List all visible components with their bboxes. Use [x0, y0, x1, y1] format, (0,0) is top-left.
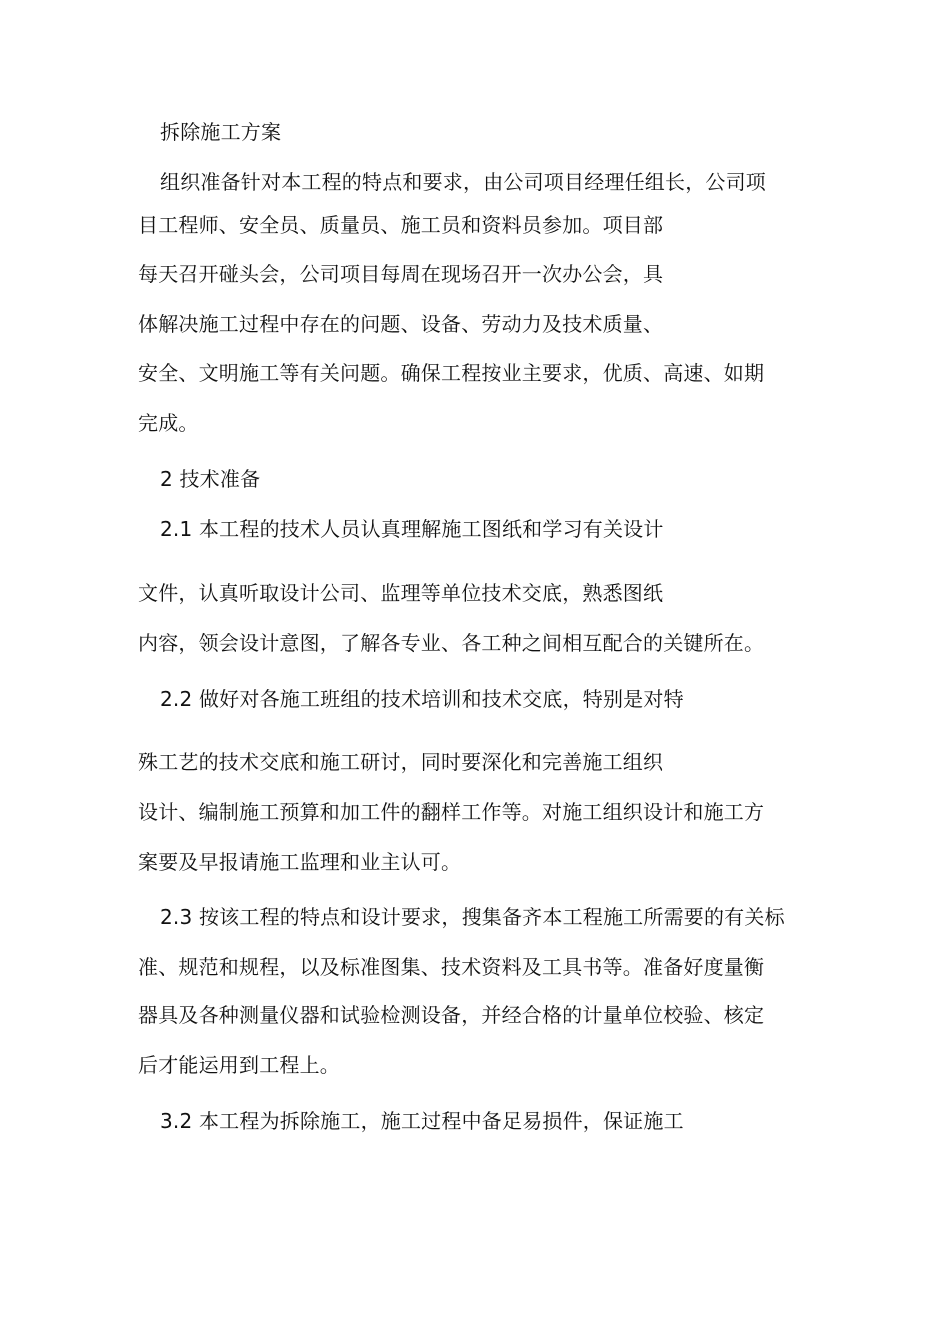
document-title: 拆除施工方案: [160, 120, 282, 144]
paragraph-line: 安全、文明施工等有关问题。确保工程按业主要求，优质、高速、如期: [138, 361, 765, 385]
section-heading: 2 技术准备: [160, 467, 261, 491]
paragraph-line: 文件，认真听取设计公司、监理等单位技术交底，熟悉图纸: [138, 581, 664, 605]
paragraph-line: 设计、编制施工预算和加工件的翻样工作等。对施工组织设计和施工方: [138, 800, 765, 824]
paragraph-line: 2.2 做好对各施工班组的技术培训和技术交底，特别是对特: [160, 687, 684, 711]
paragraph-line: 准、规范和规程，以及标准图集、技术资料及工具书等。准备好度量衡: [138, 955, 765, 979]
paragraph-line: 内容，领会设计意图，了解各专业、各工种之间相互配合的关键所在。: [138, 631, 765, 655]
paragraph-line: 完成。: [138, 411, 199, 435]
paragraph-line: 器具及各种测量仪器和试验检测设备，并经合格的计量单位校验、核定: [138, 1003, 765, 1027]
paragraph-line: 组织准备针对本工程的特点和要求，由公司项目经理任组长，公司项: [160, 170, 766, 194]
paragraph-line: 体解决施工过程中存在的问题、设备、劳动力及技术质量、: [138, 312, 664, 336]
paragraph-line: 后才能运用到工程上。: [138, 1053, 340, 1077]
paragraph-line: 3.2 本工程为拆除施工，施工过程中备足易损件，保证施工: [160, 1109, 684, 1133]
paragraph-line: 殊工艺的技术交底和施工研讨，同时要深化和完善施工组织: [138, 750, 664, 774]
paragraph-line: 案要及早报请施工监理和业主认可。: [138, 850, 462, 874]
paragraph-line: 目工程师、安全员、质量员、施工员和资料员参加。项目部: [138, 213, 664, 237]
paragraph-line: 2.1 本工程的技术人员认真理解施工图纸和学习有关设计: [160, 517, 664, 541]
paragraph-line: 2.3 按该工程的特点和设计要求，搜集备齐本工程施工所需要的有关标: [160, 905, 785, 929]
paragraph-line: 每天召开碰头会，公司项目每周在现场召开一次办公会，具: [138, 262, 664, 286]
